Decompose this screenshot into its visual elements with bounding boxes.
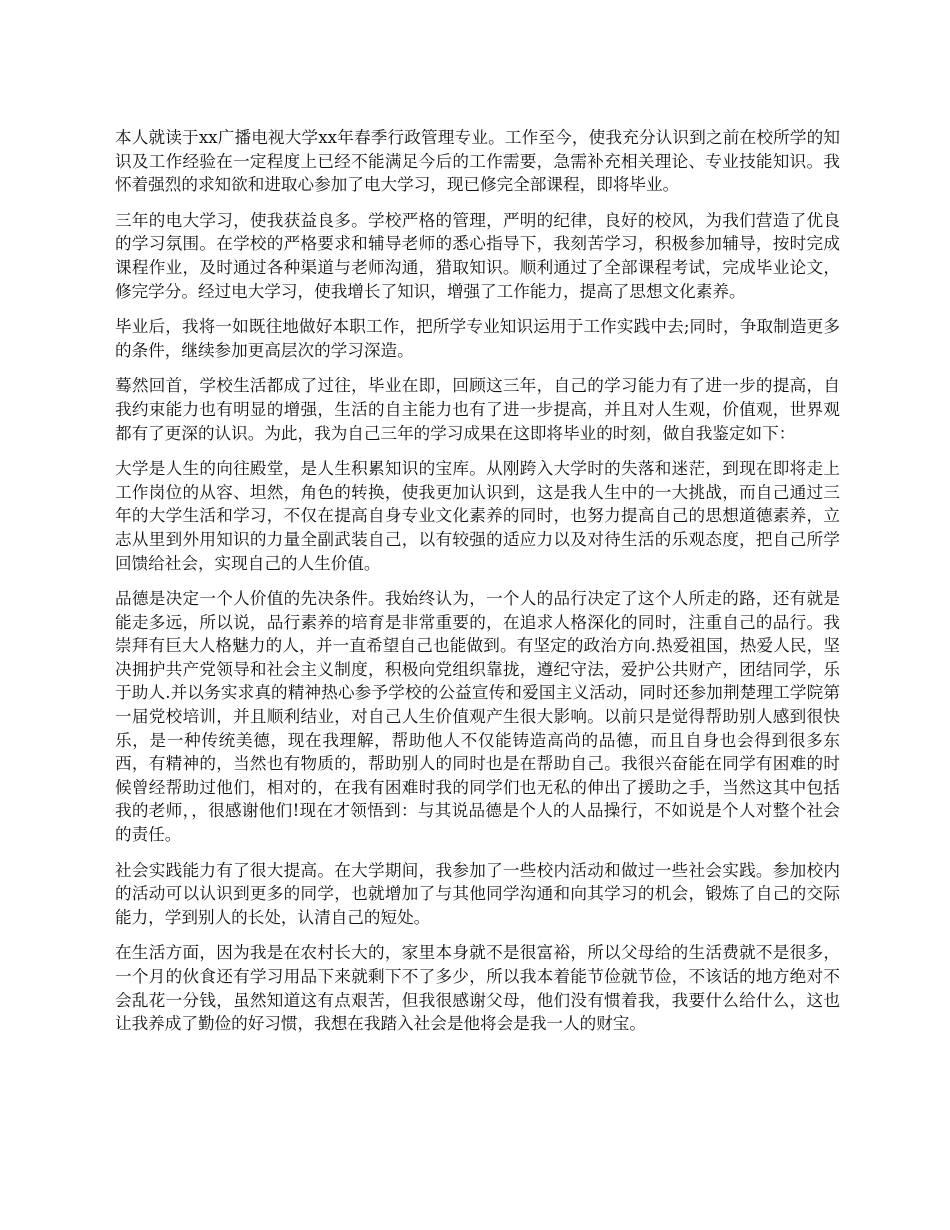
- paragraph-8: 在生活方面，因为我是在农村长大的，家里本身就不是很富裕，所以父母给的生活费就不是很多，一个月的伙食还有学习用品下来就剩下不了多少，所以我本着能节俭就节俭，不该话的地方绝对不会乱花一分钱，虽然知道这有点艰苦，但我很感谢父母，他们没有惯着我，我要什么给什么，这也让我养成了勤俭的好习惯，我想在我踏入社会是他将会是我一人的财宝。: [115, 943, 840, 1034]
- paragraph-6: 品德是决定一个人价值的先决条件。我始终认为，一个人的品行决定了这个人所走的路，还有就是能走多远，所以说，品行素养的培育是非常重要的，在追求人格深化的同时，注重自己的品行。我崇拜有巨大人格魅力的人，并一直希望自己也能做到。有坚定的政治方向.热爱祖国，热爱人民，坚决拥护共产党领导和社会主义制度，积极向党组织靠拢，遵纪守法，爱护公共财产，团结同学，乐于助人.并以务实求真的精神热心参予学校的公益宣传和爱国主义活动，同时还参加荆楚理工学院第一届党校培训，并且顺利结业，对自己人生价值观产生很大影响。以前只是觉得帮助别人感到很快乐，是一种传统美德，现在我理解，帮助他人不仅能铸造高尚的品德，而且自身也会得到很多东西，有精神的，当然也有物质的，帮助别人的同时也是在帮助自己。我很兴奋能在同学有困难的时候曾经帮助过他们，相对的，在我有困难时我的同学们也无私的伸出了援助之手，当然这其中包括我的老师，，很感谢他们!现在才领悟到：与其说品德是个人的人品操行，不如说是个人对整个社会的责任。: [115, 589, 840, 845]
- paragraph-2: 三年的电大学习，使我获益良多。学校严格的管理，严明的纪律，良好的校风，为我们营造了优良的学习氛围。在学校的严格要求和辅导老师的悉心指导下，我刻苦学习，积极参加辅导，按时完成课程作业，及时通过各种渠道与老师沟通，猎取知识。顺利通过了全部课程考试，完成毕业论文，修完学分。经过电大学习，使我增长了知识，增强了工作能力，提高了思想文化素养。: [115, 210, 840, 301]
- paragraph-5: 大学是人生的向往殿堂，是人生积累知识的宝库。从刚跨入大学时的失落和迷茫，到现在即将走上工作岗位的从容、坦然，角色的转换，使我更加认识到，这是我人生中的一大挑战，而自己通过三年的大学生活和学习，不仅在提高自身专业文化素养的同时，也努力提高自己的思想道德素养，立志从里到外用知识的力量全副武装自己，以有较强的适应力以及对待生活的乐观态度，把自己所学回馈给社会，实现自己的人生价值。: [115, 459, 840, 573]
- document-body: [115, 126, 840, 1048]
- paragraph-3: 毕业后，我将一如既往地做好本职工作，把所学专业知识运用于工作实践中去;同时，争取制造更多的条件，继续参加更高层次的学习深造。: [115, 317, 840, 360]
- paragraph-4: 蓦然回首，学校生活都成了过往，毕业在即，回顾这三年，自己的学习能力有了进一步的提高，自我约束能力也有明显的增强，生活的自主能力也有了进一步提高，并且对人生观，价值观，世界观都有了更深的认识。为此，我为自己三年的学习成果在这即将毕业的时刻，做自我鉴定如下：: [115, 376, 840, 443]
- paragraph-7: 社会实践能力有了很大提高。在大学期间，我参加了一些校内活动和做过一些社会实践。参加校内的活动可以认识到更多的同学，也就增加了与其他同学沟通和向其学习的机会，锻炼了自己的交际能力，学到别人的长处，认清自己的短处。: [115, 860, 840, 927]
- paragraph-1: 本人就读于xx广播电视大学xx年春季行政管理专业。工作至今，使我充分认识到之前在校所学的知识及工作经验在一定程度上已经不能满足今后的工作需要，急需补充相关理论、专业技能知识。我怀着强烈的求知欲和进取心参加了电大学习，现已修完全部课程，即将毕业。: [115, 128, 840, 195]
